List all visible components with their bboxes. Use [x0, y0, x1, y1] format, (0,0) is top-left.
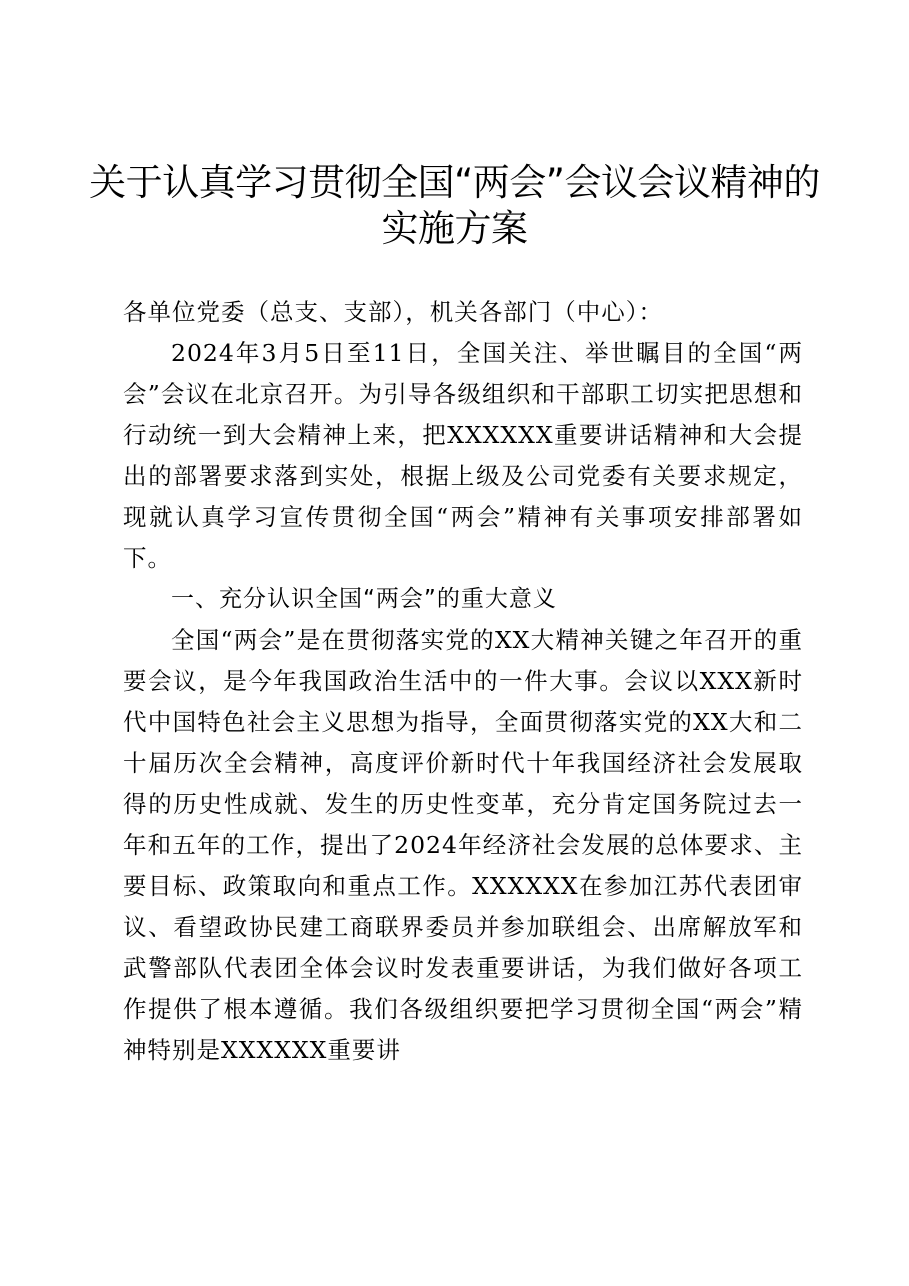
title-line-2: 实施方案 — [381, 207, 528, 250]
section-1-paragraph: 全国“两会”是在贯彻落实党的XX大精神关键之年召开的重要会议，是今年我国政治生活中的一件大事。会议以XXX新时代中国特色社会主义思想为指导，全面贯彻落实党的XX大和二十届历次全会精神，高度评价新时代十年我国经济社会发展取得的历史性成就、发生的历史性变革，充分肯定国务院过去一年和五年的工作，提出了2024年经济社会发展的总体要求、主要目标、政策取向和重点工作。XXXXXX在参加江苏代表团审议、看望政协民建工商联界委员并参加联组会、出席解放军和武警部队代表团全体会议时发表重要讲话，为我们做好各项工作提供了根本遵循。我们各级组织要把学习贯彻全国“两会”精神特别是XXXXXX重要讲 — [123, 626, 803, 1064]
title-line-1: 关于认真学习贯彻全国“两会”会议会议精神的 — [89, 161, 820, 204]
intro-paragraph: 2024年3月5日至11日，全国关注、举世瞩目的全国“两会”会议在北京召开。为引导各级组织和干部职工切实把思想和行动统一到大会精神上来，把XXXXXX重要讲话精神和大会提出的部署要求落到实处，根据上级及公司党委有关要求规定，现就认真学习宣传贯彻全国“两会”精神有关事项安排部署如下。 — [123, 339, 803, 572]
document-body — [123, 292, 803, 1071]
document-title — [80, 160, 829, 252]
section-heading-1: 一、充分认识全国“两会”的重大意义 — [171, 586, 557, 612]
salutation: 各单位党委（总支、支部），机关各部门（中心）： — [123, 298, 663, 326]
